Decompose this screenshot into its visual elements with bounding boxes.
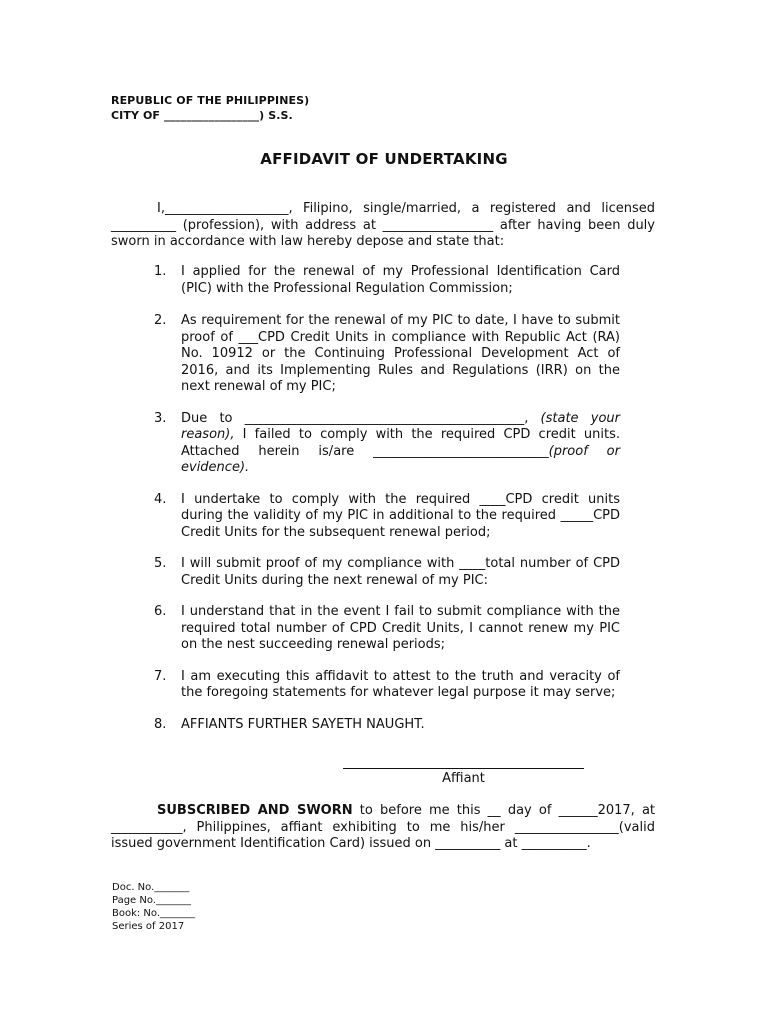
jurat-text: to before me this __ day of ______2017, at ___________, Philippines, affiant exhibiting to me his/her ________________(valid issued government Identification Card) issued on __________ at __________. — [111, 803, 656, 851]
intro-paragraph: I,___________________, Filipino, single/married, a registered and licensed __________ (profession), with address at _________________ after having been duly sworn in accordance with law hereby depose and state that: — [111, 201, 655, 249]
series-year: Series of 2017 — [112, 921, 185, 932]
notarial-details — [112, 881, 195, 933]
venue-header — [111, 93, 309, 123]
item-text: I applied for the renewal of my Professional Identification Card (PIC) with the Professional Regulation Commission; — [181, 264, 620, 296]
page-number: Page No._______ — [112, 895, 191, 906]
item-number: 4. — [154, 491, 167, 507]
affiant-label: Affiant — [442, 771, 485, 786]
list-item — [154, 264, 620, 297]
item-text: I understand that in the event I fail to submit compliance with the required total number of CPD Credit Units, I cannot renew my PIC on the nest succeeding renewal periods; — [181, 604, 620, 652]
list-item — [154, 313, 620, 396]
list-item — [154, 556, 620, 589]
list-item — [154, 604, 620, 654]
item-number: 1. — [154, 264, 167, 279]
item-number: 2. — [154, 313, 167, 328]
item-reason-hint: (state your reason), — [181, 410, 620, 442]
item-text: I will submit proof of my compliance with ____total number of CPD Credit Units during the next renewal of my PIC: — [181, 556, 620, 588]
item-number: 7. — [154, 668, 167, 684]
item-text-due: Due to ___________________________________________, — [181, 410, 529, 426]
item-text: I am executing this affidavit to attest to the truth and veracity of the foregoing statements for whatever legal purpose it may serve; — [181, 668, 620, 700]
jurat-paragraph — [111, 803, 655, 853]
signature-line — [343, 768, 584, 769]
book-number: Book: No._______ — [112, 908, 196, 919]
list-item — [154, 411, 620, 477]
list-item — [154, 717, 620, 734]
item-number: 6. — [154, 604, 167, 619]
city-line: CITY OF _________________) S.S. — [111, 109, 293, 122]
item-number: 5. — [154, 556, 167, 571]
jurat-heading: SUBSCRIBED AND SWORN — [157, 803, 353, 818]
item-text: AFFIANTS FURTHER SAYETH NAUGHT. — [181, 716, 425, 732]
item-text: As requirement for the renewal of my PIC to date, I have to submit proof of ___CPD Credit Units in compliance with Republic Act (RA) No. 10912 or the Continuing Professional Development Act of 2016, and its Implementing Rules and Regulations (IRR) on the next renewal of my PIC; — [181, 313, 620, 394]
item-proof-hint: (proof or evidence). — [181, 443, 620, 475]
statement-list — [154, 264, 620, 733]
doc-number: Doc. No._______ — [112, 882, 190, 893]
item-text-attached: I failed to comply with the required CPD credit units. Attached herein is/are ___________________________ — [181, 427, 620, 459]
republic-line: REPUBLIC OF THE PHILIPPINES) — [111, 94, 310, 107]
list-item — [154, 669, 620, 702]
item-number: 8. — [154, 716, 167, 732]
item-number: 3. — [154, 410, 167, 426]
document-title: AFFIDAVIT OF UNDERTAKING — [260, 150, 508, 168]
item-text: I undertake to comply with the required ____CPD credit units during the validity of my PIC in additional to the required _____CPD Credit Units for the subsequent renewal period; — [181, 491, 620, 540]
list-item — [154, 492, 620, 542]
